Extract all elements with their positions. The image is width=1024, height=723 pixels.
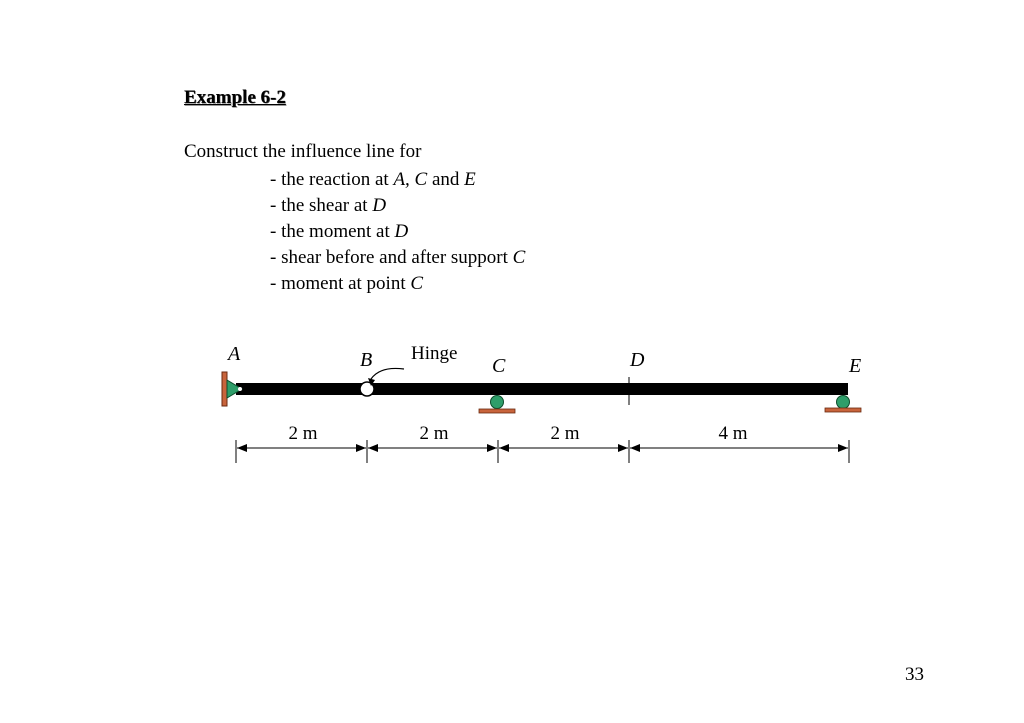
dimension-ticks <box>236 440 849 463</box>
dimension-line-1 <box>237 444 366 452</box>
point-reference: C <box>512 247 526 268</box>
hinge-label: Hinge <box>411 343 458 364</box>
beam <box>236 383 848 395</box>
page-number: 33 <box>905 664 924 685</box>
example-title: Example 6-2 <box>184 87 286 108</box>
point-label-d: D <box>630 349 645 371</box>
task-item-text: - the moment at <box>270 221 395 242</box>
point-reference: A, <box>393 169 415 190</box>
point-reference: C <box>414 169 428 190</box>
span-label-bc: 2 m <box>419 423 449 444</box>
point-label-e: E <box>849 355 862 377</box>
task-item-text: and <box>427 169 465 190</box>
roller-support-c <box>479 396 515 414</box>
point-reference: D <box>372 195 387 216</box>
span-label-ab: 2 m <box>288 423 318 444</box>
point-label-a: A <box>228 343 241 365</box>
task-item-text: - moment at point <box>270 273 411 294</box>
span-label-de: 4 m <box>718 423 748 444</box>
dimension-line-4 <box>630 444 848 452</box>
point-reference: C <box>410 273 424 294</box>
span-label-cd: 2 m <box>550 423 580 444</box>
task-item-text: - the shear at <box>270 195 373 216</box>
roller-support-e <box>825 396 861 413</box>
fixed-support-a <box>222 372 242 406</box>
point-reference: D <box>394 221 409 242</box>
intro-text: Construct the influence line for <box>184 141 422 162</box>
dimension-line-3 <box>499 444 628 452</box>
point-label-b: B <box>360 349 373 371</box>
dimension-line-2 <box>368 444 497 452</box>
point-label-c: C <box>492 355 506 377</box>
task-item-text: - shear before and after support <box>270 247 513 268</box>
point-reference: E <box>464 169 476 190</box>
task-item-text: - the reaction at <box>270 169 394 190</box>
